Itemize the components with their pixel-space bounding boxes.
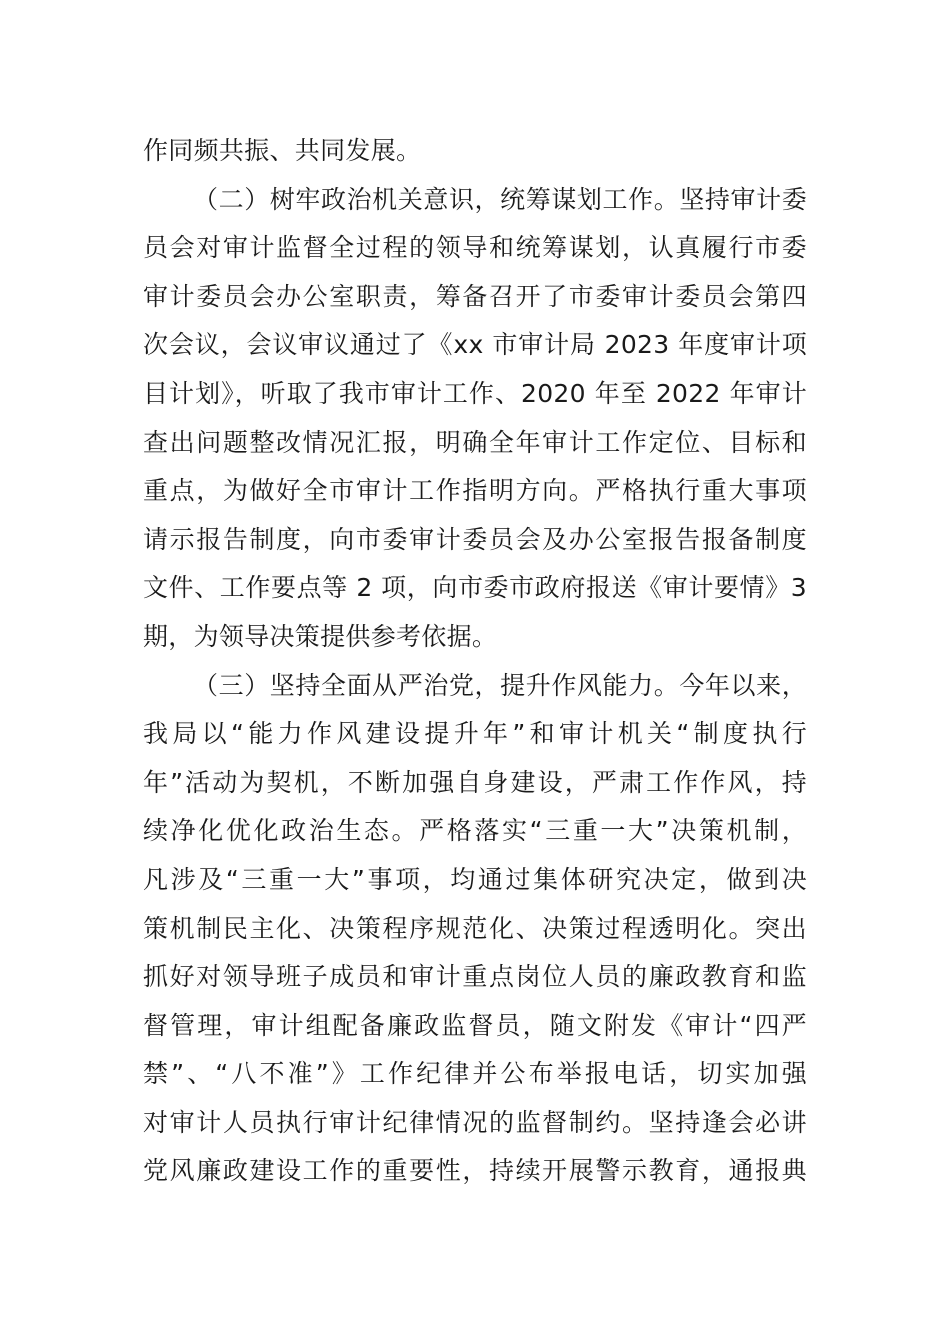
text-line: 禁”、“八不准”》工作纪律并公布举报电话，切实加强 [143, 1059, 807, 1089]
text-line: 重点，为做好全市审计工作指明方向。严格执行重大事项 [143, 476, 807, 506]
text-line: （二）树牢政治机关意识，统筹谋划工作。坚持审计委 [193, 184, 807, 214]
text-line: （三）坚持全面从严治党，提升作风能力。今年以来， [193, 670, 807, 700]
text-line: 目计划》，听取了我市审计工作、2020 年至 2022 年审计 [143, 378, 807, 408]
text-line: 年”活动为契机，不断加强自身建设，严肃工作作风，持 [143, 767, 807, 797]
text-line: 作同频共振、共同发展。 [143, 136, 422, 165]
text-line: 请示报告制度，向市委审计委员会及办公室报告报备制度 [143, 524, 807, 554]
text-line: 督管理，审计组配备廉政监督员，随文附发《审计“四严 [143, 1010, 807, 1040]
text-line: 次会议，会议审议通过了《xx 市审计局 2023 年度审计项 [143, 330, 807, 360]
text-line: 员会对审计监督全过程的领导和统筹谋划，认真履行市委 [143, 233, 807, 263]
text-line: 审计委员会办公室职责，筹备召开了市委审计委员会第四 [143, 281, 807, 311]
text-line: 抓好对领导班子成员和审计重点岗位人员的廉政教育和监 [143, 962, 807, 992]
text-line: 党风廉政建设工作的重要性，持续开展警示教育，通报典 [143, 1156, 807, 1186]
text-line: 查出问题整改情况汇报，明确全年审计工作定位、目标和 [143, 427, 807, 457]
text-line: 凡涉及“三重一大”事项，均通过集体研究决定，做到决 [143, 864, 807, 894]
text-line: 期，为领导决策提供参考依据。 [143, 621, 498, 651]
text-line: 续净化优化政治生态。严格落实“三重一大”决策机制， [143, 816, 807, 846]
text-line: 文件、工作要点等 2 项，向市委市政府报送《审计要情》3 [143, 573, 807, 603]
text-line: 策机制民主化、决策程序规范化、决策过程透明化。突出 [143, 913, 807, 943]
text-line: 我局以“能力作风建设提升年”和审计机关“制度执行 [143, 719, 807, 749]
document-body [143, 127, 807, 1196]
text-line: 对审计人员执行审计纪律情况的监督制约。坚持逢会必讲 [143, 1107, 807, 1137]
